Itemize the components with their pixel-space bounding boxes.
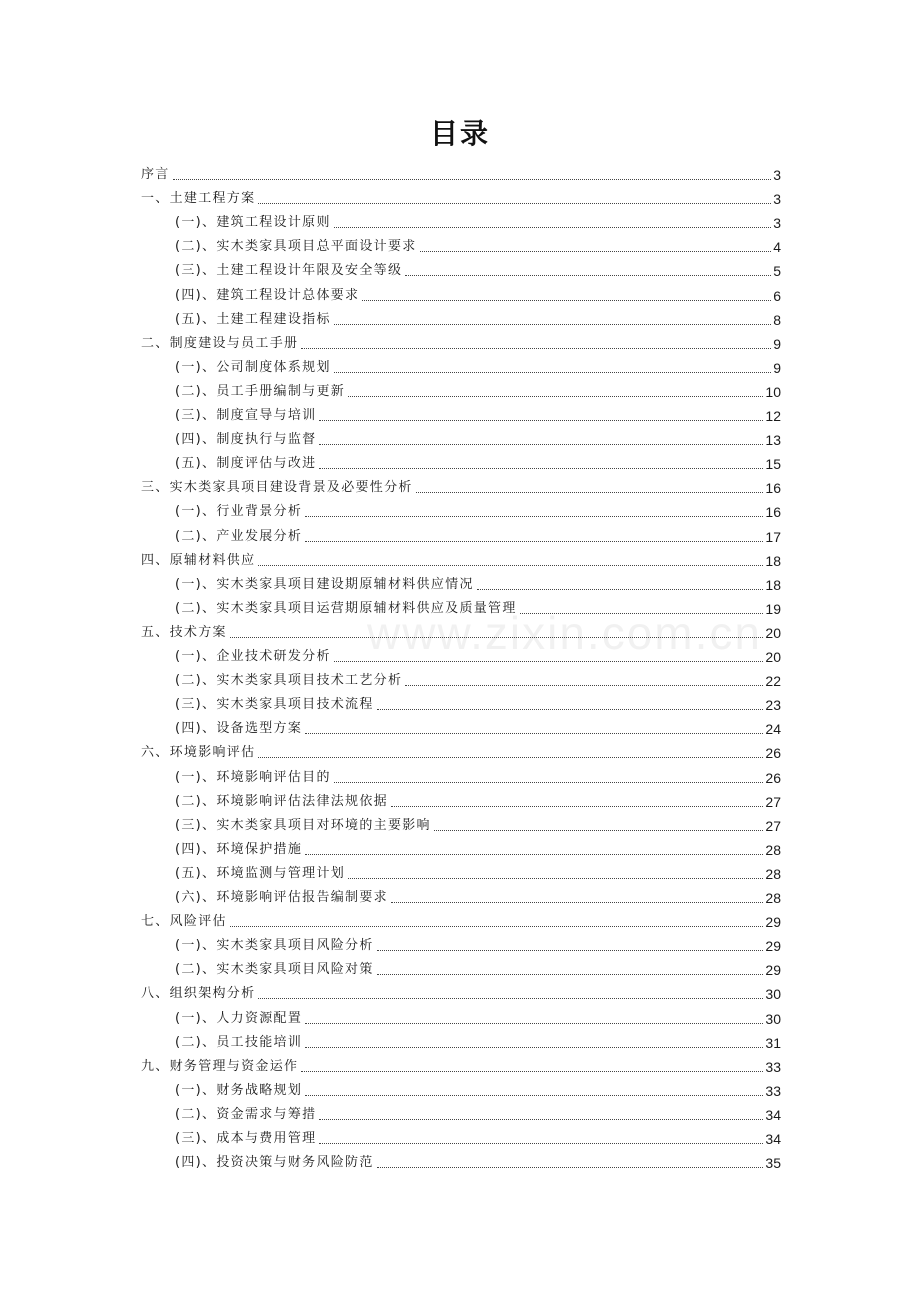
- toc-dot-leader: [230, 637, 764, 638]
- toc-entry-page-number: 9: [773, 359, 781, 376]
- toc-dot-leader: [258, 757, 763, 758]
- toc-entry-label: (五)、制度评估与改进: [175, 456, 317, 472]
- toc-entry-page-number: 3: [773, 167, 781, 183]
- toc-entry-label: 八、组织架构分析: [141, 986, 256, 1002]
- toc-entry[interactable]: [175, 1029, 781, 1053]
- toc-entry-label: 九、财务管理与资金运作: [141, 1058, 299, 1074]
- toc-entry-label: (二)、员工技能培训: [175, 1034, 303, 1050]
- toc-dot-leader: [305, 541, 763, 542]
- toc-entry-page-number: 28: [765, 890, 781, 906]
- toc-entry-page-number: 27: [765, 793, 781, 810]
- toc-dot-leader: [477, 589, 764, 590]
- toc-entry[interactable]: [175, 209, 781, 233]
- toc-dot-leader: [377, 709, 764, 710]
- toc-entry-page-number: 27: [765, 817, 781, 834]
- toc-entry-label: (一)、人力资源配置: [175, 1010, 303, 1026]
- toc-entry-page-number: 30: [765, 1010, 781, 1027]
- toc-entry-page-number: 29: [765, 938, 781, 955]
- toc-entry[interactable]: [175, 932, 781, 956]
- toc-dot-leader: [305, 854, 763, 855]
- toc-dot-leader: [362, 300, 771, 301]
- toc-entry[interactable]: [175, 715, 781, 739]
- toc-entry[interactable]: [175, 233, 781, 257]
- toc-entry-page-number: 16: [765, 504, 781, 521]
- toc-entry-page-number: 3: [773, 215, 781, 232]
- toc-entry-label: (五)、环境监测与管理计划: [175, 865, 346, 881]
- toc-entry-page-number: 26: [765, 769, 781, 786]
- toc-entry-page-number: 23: [765, 697, 781, 714]
- toc-entry-page-number: 3: [773, 191, 781, 208]
- toc-entry-page-number: 5: [773, 263, 781, 280]
- toc-entry[interactable]: [175, 1149, 781, 1173]
- toc-entry-label: (四)、环境保护措施: [175, 841, 303, 857]
- toc-dot-leader: [391, 806, 763, 807]
- toc-dot-leader: [319, 420, 763, 421]
- page-title: 目录: [429, 117, 490, 150]
- toc-entry-page-number: 12: [765, 408, 781, 424]
- toc-entry-label: 一、土建工程方案: [141, 191, 256, 207]
- toc-entry-label: 五、技术方案: [141, 624, 227, 640]
- toc-entry-page-number: 4: [773, 239, 781, 256]
- toc-entry-label: (三)、实木类家具项目对环境的主要影响: [175, 817, 431, 833]
- toc-dot-leader: [334, 372, 771, 373]
- toc-entry[interactable]: [175, 595, 781, 619]
- toc-entry-label: (二)、产业发展分析: [175, 528, 303, 544]
- toc-entry[interactable]: [175, 884, 781, 908]
- toc-entry[interactable]: [175, 788, 781, 812]
- toc-entry-page-number: 35: [765, 1155, 781, 1172]
- toc-entry[interactable]: [141, 330, 781, 354]
- toc-entry[interactable]: [175, 764, 781, 788]
- toc-dot-leader: [305, 1095, 763, 1096]
- toc-entry-label: (三)、实木类家具项目技术流程: [175, 697, 374, 713]
- toc-dot-leader: [348, 396, 763, 397]
- toc-entry[interactable]: [175, 354, 781, 378]
- toc-dot-leader: [405, 275, 771, 276]
- toc-dot-leader: [520, 613, 764, 614]
- toc-entry[interactable]: [175, 691, 781, 715]
- toc-dot-leader: [377, 974, 764, 975]
- toc-entry-label: (一)、财务战略规划: [175, 1082, 303, 1098]
- toc-dot-leader: [377, 950, 764, 951]
- toc-dot-leader: [173, 179, 772, 180]
- toc-dot-leader: [416, 492, 764, 493]
- toc-entry[interactable]: [175, 282, 781, 306]
- toc-dot-leader: [305, 733, 763, 734]
- toc-entry[interactable]: [175, 812, 781, 836]
- toc-entry-label: (一)、公司制度体系规划: [175, 359, 331, 375]
- toc-entry[interactable]: [175, 306, 781, 330]
- toc-entry-page-number: 19: [765, 600, 781, 617]
- toc-entry-label: (五)、土建工程建设指标: [175, 311, 331, 327]
- toc-dot-leader: [258, 565, 763, 566]
- toc-dot-leader: [319, 1143, 763, 1144]
- toc-entry[interactable]: [175, 571, 781, 595]
- toc-dot-leader: [348, 878, 763, 879]
- toc-entry-page-number: 24: [765, 721, 781, 738]
- toc-entry[interactable]: [141, 619, 781, 643]
- toc-entry[interactable]: [175, 523, 781, 547]
- toc-dot-leader: [305, 516, 763, 517]
- toc-dot-leader: [258, 203, 771, 204]
- toc-dot-leader: [420, 251, 772, 252]
- toc-dot-leader: [334, 782, 764, 783]
- toc-entry[interactable]: [175, 1005, 781, 1029]
- toc-entry[interactable]: [175, 402, 781, 426]
- toc-entry-page-number: 30: [765, 986, 781, 1003]
- toc-dot-leader: [391, 902, 763, 903]
- toc-entry-label: 七、风险评估: [141, 914, 227, 930]
- toc-entry-label: (四)、建筑工程设计总体要求: [175, 287, 360, 303]
- toc-entry-page-number: 26: [765, 745, 781, 762]
- toc-entry[interactable]: [175, 836, 781, 860]
- toc-entry-label: (三)、土建工程设计年限及安全等级: [175, 263, 403, 279]
- toc-entry-label: (一)、行业背景分析: [175, 504, 303, 520]
- toc-entry-label: (一)、企业技术研发分析: [175, 649, 331, 664]
- toc-entry-label: (一)、实木类家具项目风险分析: [175, 938, 374, 954]
- toc-entry-label: (二)、实木类家具项目风险对策: [175, 962, 374, 978]
- toc-entry[interactable]: [141, 739, 781, 763]
- toc-entry-label: (一)、环境影响评估目的: [175, 769, 331, 785]
- toc-entry-label: (二)、环境影响评估法律法规依据: [175, 793, 388, 809]
- toc-dot-leader: [301, 348, 771, 349]
- toc-entry-label: (二)、资金需求与筹措: [175, 1106, 317, 1122]
- toc-entry-page-number: 15: [765, 456, 781, 473]
- toc-entry[interactable]: [175, 426, 781, 450]
- toc-dot-leader: [305, 1047, 763, 1048]
- toc-dot-leader: [301, 1071, 763, 1072]
- toc-dot-leader: [334, 661, 764, 662]
- toc-entry-page-number: 29: [765, 914, 781, 931]
- toc-entry-page-number: 34: [765, 1106, 781, 1123]
- toc-entry[interactable]: [141, 474, 781, 498]
- toc-dot-leader: [334, 227, 771, 228]
- toc-entry-label: 二、制度建设与员工手册: [141, 335, 299, 351]
- toc-entry-page-number: 20: [765, 624, 781, 641]
- toc-entry-page-number: 31: [765, 1034, 781, 1051]
- toc-dot-leader: [405, 685, 763, 686]
- toc-entry-page-number: 16: [765, 480, 781, 497]
- toc-entry[interactable]: [175, 667, 781, 691]
- toc-entry-page-number: 33: [765, 1058, 781, 1075]
- toc-entry-label: (一)、建筑工程设计原则: [175, 215, 331, 231]
- toc-entry-page-number: 34: [765, 1131, 781, 1147]
- toc-entry-page-number: 17: [765, 528, 781, 545]
- toc-entry-label: (二)、实木类家具项目运营期原辅材料供应及质量管理: [175, 600, 517, 616]
- toc-dot-leader: [258, 998, 763, 999]
- toc-dot-leader: [319, 1119, 763, 1120]
- toc-entry-label: 三、实木类家具项目建设背景及必要性分析: [141, 480, 413, 496]
- toc-entry[interactable]: [175, 1101, 781, 1125]
- toc-entry[interactable]: [141, 980, 781, 1004]
- toc-entry[interactable]: [175, 1077, 781, 1101]
- toc-dot-leader: [434, 830, 764, 831]
- toc-dot-leader: [305, 1023, 763, 1024]
- toc-entry-page-number: 13: [765, 432, 781, 449]
- toc-entry[interactable]: [175, 450, 781, 474]
- toc-entry-label: 序言: [141, 167, 170, 182]
- toc-dot-leader: [377, 1167, 764, 1168]
- toc-dot-leader: [334, 324, 771, 325]
- toc-entry-label: (二)、实木类家具项目总平面设计要求: [175, 239, 417, 255]
- toc-entry-page-number: 28: [765, 865, 781, 882]
- toc-entry-label: (六)、环境影响评估报告编制要求: [175, 890, 388, 905]
- toc-entry-page-number: 20: [765, 649, 781, 665]
- toc-entry-label: 四、原辅材料供应: [141, 552, 256, 568]
- toc-entry-page-number: 6: [773, 287, 781, 304]
- toc-dot-leader: [319, 468, 763, 469]
- toc-dot-leader: [319, 444, 763, 445]
- toc-entry-label: (四)、制度执行与监督: [175, 432, 317, 448]
- watermark: www.zixin.com.cn: [367, 607, 762, 659]
- toc-entry-page-number: 18: [765, 576, 781, 593]
- toc-entry[interactable]: [175, 1125, 781, 1149]
- toc-entry[interactable]: [141, 1053, 781, 1077]
- toc-dot-leader: [230, 926, 764, 927]
- toc-entry-label: (三)、制度宣导与培训: [175, 408, 317, 423]
- toc-entry[interactable]: [175, 956, 781, 980]
- toc-entry-label: 六、环境影响评估: [141, 745, 256, 761]
- toc-entry-page-number: 33: [765, 1082, 781, 1099]
- toc-entry[interactable]: [175, 378, 781, 402]
- toc-entry-label: (二)、员工手册编制与更新: [175, 383, 346, 399]
- toc-entry-label: (三)、成本与费用管理: [175, 1131, 317, 1146]
- toc-entry-page-number: 29: [765, 962, 781, 979]
- toc-entry-page-number: 10: [765, 383, 781, 400]
- toc-entry-label: (四)、设备选型方案: [175, 721, 303, 737]
- toc-entry-page-number: 8: [773, 311, 781, 328]
- toc-entry-label: (四)、投资决策与财务风险防范: [175, 1155, 374, 1171]
- toc-entry[interactable]: [141, 547, 781, 571]
- toc-entry-label: (一)、实木类家具项目建设期原辅材料供应情况: [175, 576, 474, 592]
- toc-entry[interactable]: [175, 257, 781, 281]
- toc-entry-label: (二)、实木类家具项目技术工艺分析: [175, 673, 403, 689]
- toc-entry[interactable]: [175, 860, 781, 884]
- toc-entry[interactable]: [141, 185, 781, 209]
- toc-entry[interactable]: [175, 498, 781, 522]
- toc-entry[interactable]: [141, 908, 781, 932]
- toc-entry[interactable]: [141, 161, 781, 185]
- toc-entry-page-number: 22: [765, 673, 781, 690]
- toc-entry-page-number: 28: [765, 841, 781, 858]
- toc-entry-page-number: 18: [765, 552, 781, 569]
- toc-entry-page-number: 9: [773, 335, 781, 352]
- toc-entry[interactable]: [175, 643, 781, 667]
